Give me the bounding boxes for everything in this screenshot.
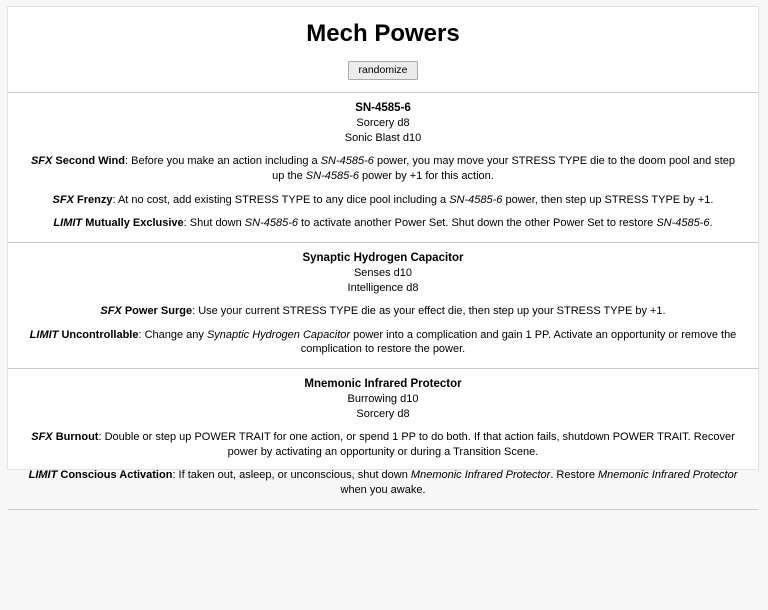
power-set xyxy=(8,369,758,510)
entry-keyword: LIMIT xyxy=(28,469,58,482)
entry-name: Power Surge xyxy=(124,305,193,318)
entry-text: : Shut down xyxy=(183,217,245,230)
entry-keyword: LIMIT xyxy=(53,217,83,230)
sfx-entry xyxy=(18,154,748,183)
entry-text: : At no cost, add existing STRESS TYPE to any dice pool including a xyxy=(112,193,450,206)
entry-keyword: SFX xyxy=(30,155,53,168)
power-trait: Senses d10 xyxy=(353,267,413,280)
power-set xyxy=(8,243,758,369)
sfx-entry xyxy=(18,430,748,459)
entry-text-emphasis: SN-4585-6 xyxy=(244,217,298,230)
content-filler xyxy=(8,510,758,610)
entry-text: power into a complication and gain 1 PP. Activate an opportunity or remove the complication to restore the power. xyxy=(300,328,737,356)
entry-keyword: SFX xyxy=(31,431,53,444)
app-container xyxy=(7,6,759,496)
entry-text: to activate another Power Set. Shut down the other Power Set to restore xyxy=(298,217,657,230)
power-set-name: SN-4585-6 xyxy=(355,102,411,115)
sfx-entry xyxy=(18,193,748,208)
power-trait: Burrowing d10 xyxy=(347,393,419,406)
entry-text: power, you may move your STRESS TYPE die to the doom pool and step up the xyxy=(272,155,736,182)
entry-text: : Before you make an action including a xyxy=(125,155,321,168)
entry-keyword: SFX xyxy=(100,305,122,318)
randomize-button[interactable]: randomize xyxy=(348,61,417,81)
entry-name: Burnout xyxy=(55,431,99,444)
power-trait: Sorcery d8 xyxy=(356,117,410,130)
entry-name: Frenzy xyxy=(77,193,113,206)
power-set-name: Synaptic Hydrogen Capacitor xyxy=(302,251,464,264)
entry-name: Mutually Exclusive xyxy=(85,217,184,230)
entry-text-emphasis: SN-4585-6 xyxy=(656,217,710,230)
entry-text: : If taken out, asleep, or unconscious, shut down xyxy=(172,469,411,482)
entry-text: power, then step up STRESS TYPE by +1. xyxy=(502,193,714,206)
entry-text-emphasis: Mnemonic Infrared Protector xyxy=(410,469,551,482)
entry-text-emphasis: Mnemonic Infrared Protector xyxy=(598,469,738,482)
entry-text: power by +1 for this action. xyxy=(359,169,494,182)
entry-text: when you awake. xyxy=(340,484,426,496)
power-set xyxy=(8,93,758,243)
entry-keyword: SFX xyxy=(52,193,74,206)
entry-text: : Use your current STRESS TYPE die as your effect die, then step up your STRESS TYPE by +1. xyxy=(192,305,666,318)
entry-keyword: LIMIT xyxy=(29,328,59,341)
power-set-name: Mnemonic Infrared Protector xyxy=(304,377,462,390)
randomize-button-wrap xyxy=(8,61,758,81)
power-sets-list xyxy=(8,93,758,509)
page-header xyxy=(8,7,758,93)
entry-text-emphasis: Synaptic Hydrogen Capacitor xyxy=(206,328,351,341)
page-title: Mech Powers xyxy=(306,20,460,47)
entry-name: Uncontrollable xyxy=(61,328,139,341)
entry-text: : Change any xyxy=(138,328,207,341)
entry-text: . xyxy=(709,217,713,230)
entry-text: : Double or step up POWER TRAIT for one action, or spend 1 PP to do both. If that action fails, shutdown POWER TRAIT. Recover power by activating an opportunity or during a Transition Scene. xyxy=(98,431,735,458)
entry-name: Conscious Activation xyxy=(60,469,173,482)
entry-text-emphasis: SN-4585-6 xyxy=(320,155,374,168)
entry-text-emphasis: SN-4585-6 xyxy=(449,193,503,206)
sfx-entry xyxy=(18,304,748,319)
power-trait: Sorcery d8 xyxy=(356,407,410,420)
entry-text: . Restore xyxy=(550,469,598,482)
limit-entry xyxy=(18,216,748,231)
entry-text-emphasis: SN-4585-6 xyxy=(305,169,359,182)
power-trait: Intelligence d8 xyxy=(347,281,419,294)
limit-entry xyxy=(18,468,748,497)
power-trait: Sonic Blast d10 xyxy=(344,131,422,144)
limit-entry xyxy=(18,328,748,357)
entry-name: Second Wind xyxy=(55,155,125,168)
